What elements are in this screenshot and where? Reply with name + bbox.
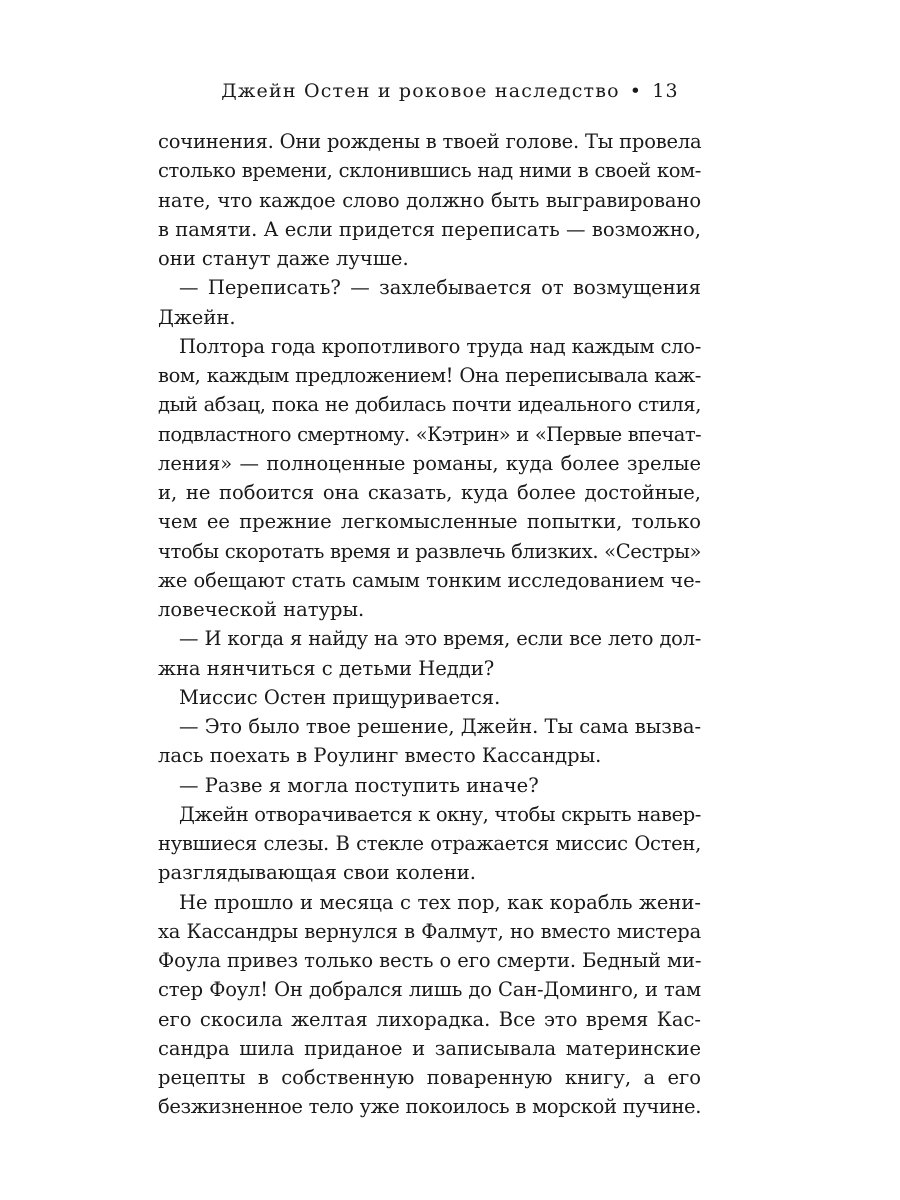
text-line: чтобы скоротать время и развлечь близких. «Сестры» — [158, 539, 701, 563]
text-line: разглядывающая свои колени. — [158, 861, 476, 885]
text-line: — Разве я могла поступить иначе? — [179, 773, 539, 797]
text-line: нувшиеся слезы. В стекле отражается миссис Остен, — [158, 832, 701, 855]
running-header — [0, 80, 900, 102]
text-line: — И когда я найду на это время, если все лето дол- — [179, 627, 701, 651]
text-line: его скосила желтая лихорадка. Все это время Кас- — [158, 1007, 701, 1031]
text-line: дый абзац, пока не добилась почти идеального стиля, — [158, 393, 701, 417]
text-line: Джейн отворачивается к окну, чтобы скрыть навер- — [179, 802, 701, 826]
text-line: в памяти. А если придется переписать — возможно, — [158, 217, 701, 241]
text-line: ловеческой натуры. — [158, 598, 365, 621]
text-line: Фоула привез только весть о его смерти. Бедный ми- — [158, 949, 702, 972]
text-line: сандра шила приданое и записывала материнские — [158, 1036, 701, 1060]
text-line: подвластного смертному. «Кэтрин» и «Первые впечат- — [158, 422, 701, 446]
text-line: лась поехать в Роулинг вместо Кассандры. — [158, 744, 602, 768]
text-line: Полтора года кропотливого труда над каждым сло- — [179, 334, 701, 358]
text-line: Миссис Остен прищуривается. — [179, 685, 501, 709]
text-line: рецепты в собственную поваренную книгу, а его — [158, 1066, 701, 1089]
text-line: Не прошло и месяца с тех пор, как корабль жени- — [179, 890, 701, 914]
body-text — [158, 127, 701, 1122]
text-line: нате, что каждое слово должно быть выгравировано — [158, 188, 701, 212]
header-separator: • — [629, 80, 643, 102]
text-line: жна нянчиться с детьми Недди? — [158, 656, 495, 680]
text-line: Джейн. — [158, 305, 236, 329]
text-line: сочинения. Они рождены в твоей голове. Ты провела — [158, 130, 702, 153]
text-line: столько времени, склонившись над ними в своей ком- — [158, 159, 701, 183]
text-line: стер Фоул! Он добрался лишь до Сан-Доминго, и там — [158, 978, 701, 1002]
page-number: 13 — [652, 80, 679, 102]
text-line: чем ее прежние легкомысленные попытки, только — [158, 510, 701, 534]
text-line: ления» — полноценные романы, куда более зрелые — [158, 451, 701, 475]
text-line: и, не побоится она сказать, куда более достойные, — [158, 481, 701, 504]
text-line: они станут даже лучше. — [158, 247, 409, 270]
text-line: — Переписать? — захлебывается от возмущения — [179, 276, 701, 300]
text-line: вом, каждым предложением! Она переписывала каж- — [158, 364, 701, 387]
text-line: — Это было твое решение, Джейн. Ты сама вызва- — [179, 715, 702, 738]
text-line: же обещают стать самым тонким исследованием че- — [158, 568, 701, 592]
running-title: Джейн Остен и роковое наследство — [221, 80, 620, 102]
text-line: ха Кассандры вернулся в Фалмут, но вместо мистера — [158, 919, 701, 943]
text-line: безжизненное тело уже покоилось в морской пучине. — [158, 1095, 701, 1119]
